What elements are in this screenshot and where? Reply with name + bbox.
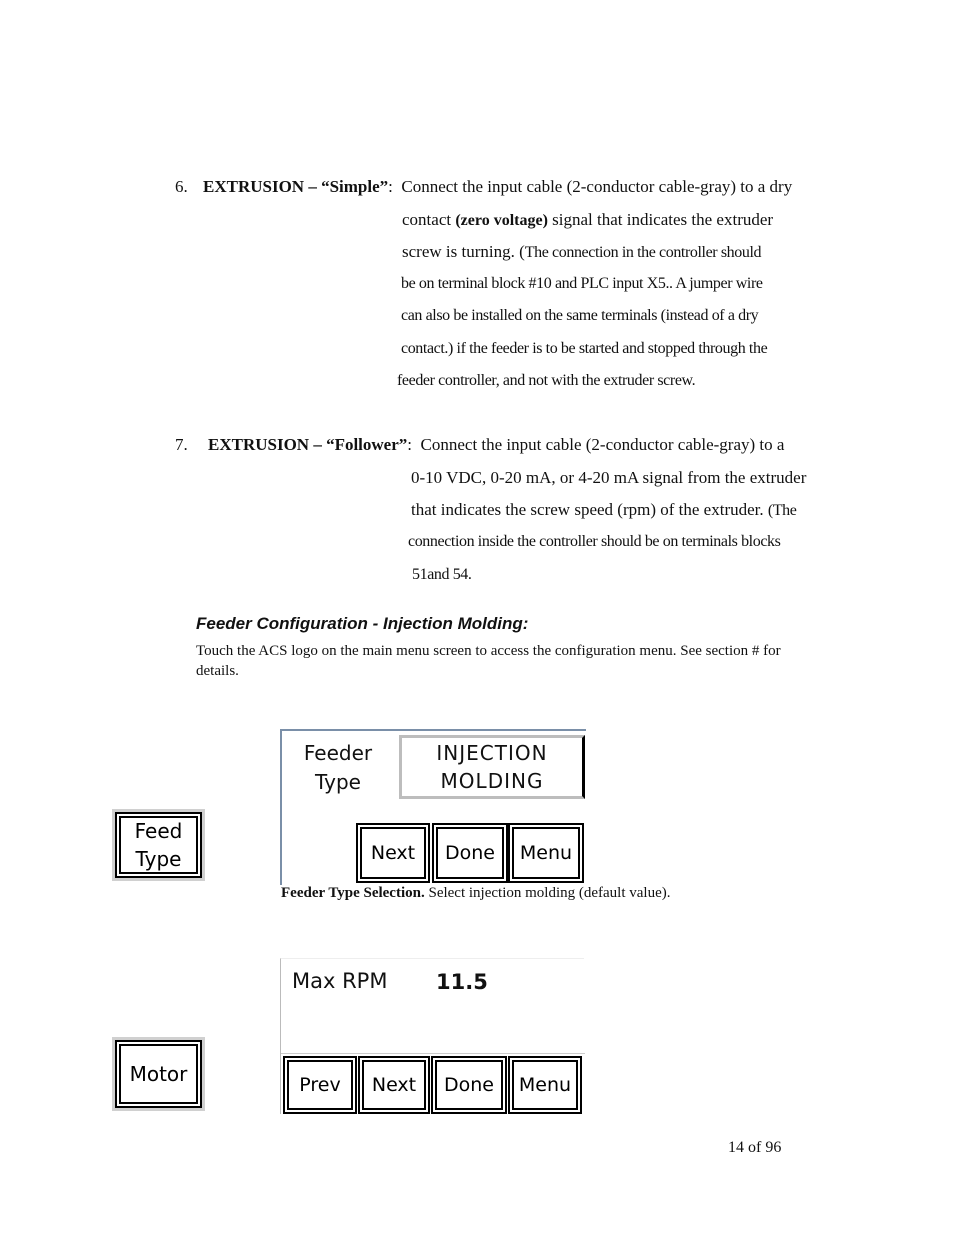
page-number: 14 of 96: [728, 1139, 782, 1156]
max-rpm-screen: [280, 958, 584, 1114]
item-6-line-3: screw is turning. (The connection in the controller should: [402, 242, 762, 261]
max-rpm-label: Max RPM: [292, 969, 388, 993]
item-6-number: 6.: [175, 177, 188, 196]
item-7-title: EXTRUSION – “Follower”: [208, 435, 408, 454]
item-7-line-4: connection inside the controller should be on terminals blocks: [408, 533, 781, 550]
item-7-number: 7.: [175, 435, 188, 454]
next-button[interactable]: Next: [356, 823, 430, 883]
section-heading: Feeder Configuration - Injection Molding:: [196, 614, 529, 633]
section-intro: Touch the ACS logo on the main menu screen to access the configuration menu. See section # for details.: [196, 643, 781, 679]
item-7-line-1: EXTRUSION – “Follower”: Connect the input cable (2-conductor cable-gray) to a: [208, 435, 785, 454]
motor-button[interactable]: Motor: [115, 1040, 202, 1108]
motor-side-button-frame: [112, 1037, 205, 1111]
item-6-line-5: can also be installed on the same terminals (instead of a dry: [401, 307, 759, 324]
prev-button[interactable]: Prev: [283, 1056, 357, 1114]
feeder-type-screen: [280, 729, 586, 885]
item-7-line-3: that indicates the screw speed (rpm) of the extruder. (The: [411, 500, 797, 519]
menu-button[interactable]: Menu: [508, 823, 584, 883]
screen-divider: [281, 1053, 585, 1054]
item-7-line-5: 51and 54.: [412, 566, 472, 583]
item-6-line-7: feeder controller, and not with the extruder screw.: [397, 372, 696, 389]
item-6-text: Connect the input cable (2-conductor cable-gray) to a dry: [401, 177, 793, 196]
feed-type-side-button-frame: [112, 809, 205, 881]
screen-1-caption: Feeder Type Selection. Select injection molding (default value).: [281, 885, 671, 901]
item-6-title: EXTRUSION – “Simple”: [203, 177, 389, 196]
done-button[interactable]: Done: [431, 1056, 507, 1114]
feed-type-button[interactable]: Feed Type: [115, 812, 202, 878]
done-button[interactable]: Done: [432, 823, 508, 883]
max-rpm-value[interactable]: 11.5: [436, 970, 488, 994]
menu-button[interactable]: Menu: [508, 1056, 582, 1114]
item-6-line-6: contact.) if the feeder is to be started and stopped through the: [401, 340, 768, 357]
item-6-line-4: be on terminal block #10 and PLC input X5.. A jumper wire: [401, 275, 763, 292]
item-6-line-2: contact (zero voltage) signal that indicates the extruder: [402, 210, 774, 229]
item-6-line-1: EXTRUSION – “Simple”: Connect the input cable (2-conductor cable-gray) to a dry: [203, 177, 793, 196]
feeder-type-value[interactable]: INJECTION MOLDING: [399, 735, 585, 799]
item-7-text: Connect the input cable (2-conductor cable-gray) to a: [420, 435, 785, 454]
item-7-line-2: 0-10 VDC, 0-20 mA, or 4-20 mA signal from the extruder: [411, 468, 807, 487]
feeder-type-label: Feeder Type: [303, 741, 373, 794]
next-button[interactable]: Next: [358, 1056, 430, 1114]
